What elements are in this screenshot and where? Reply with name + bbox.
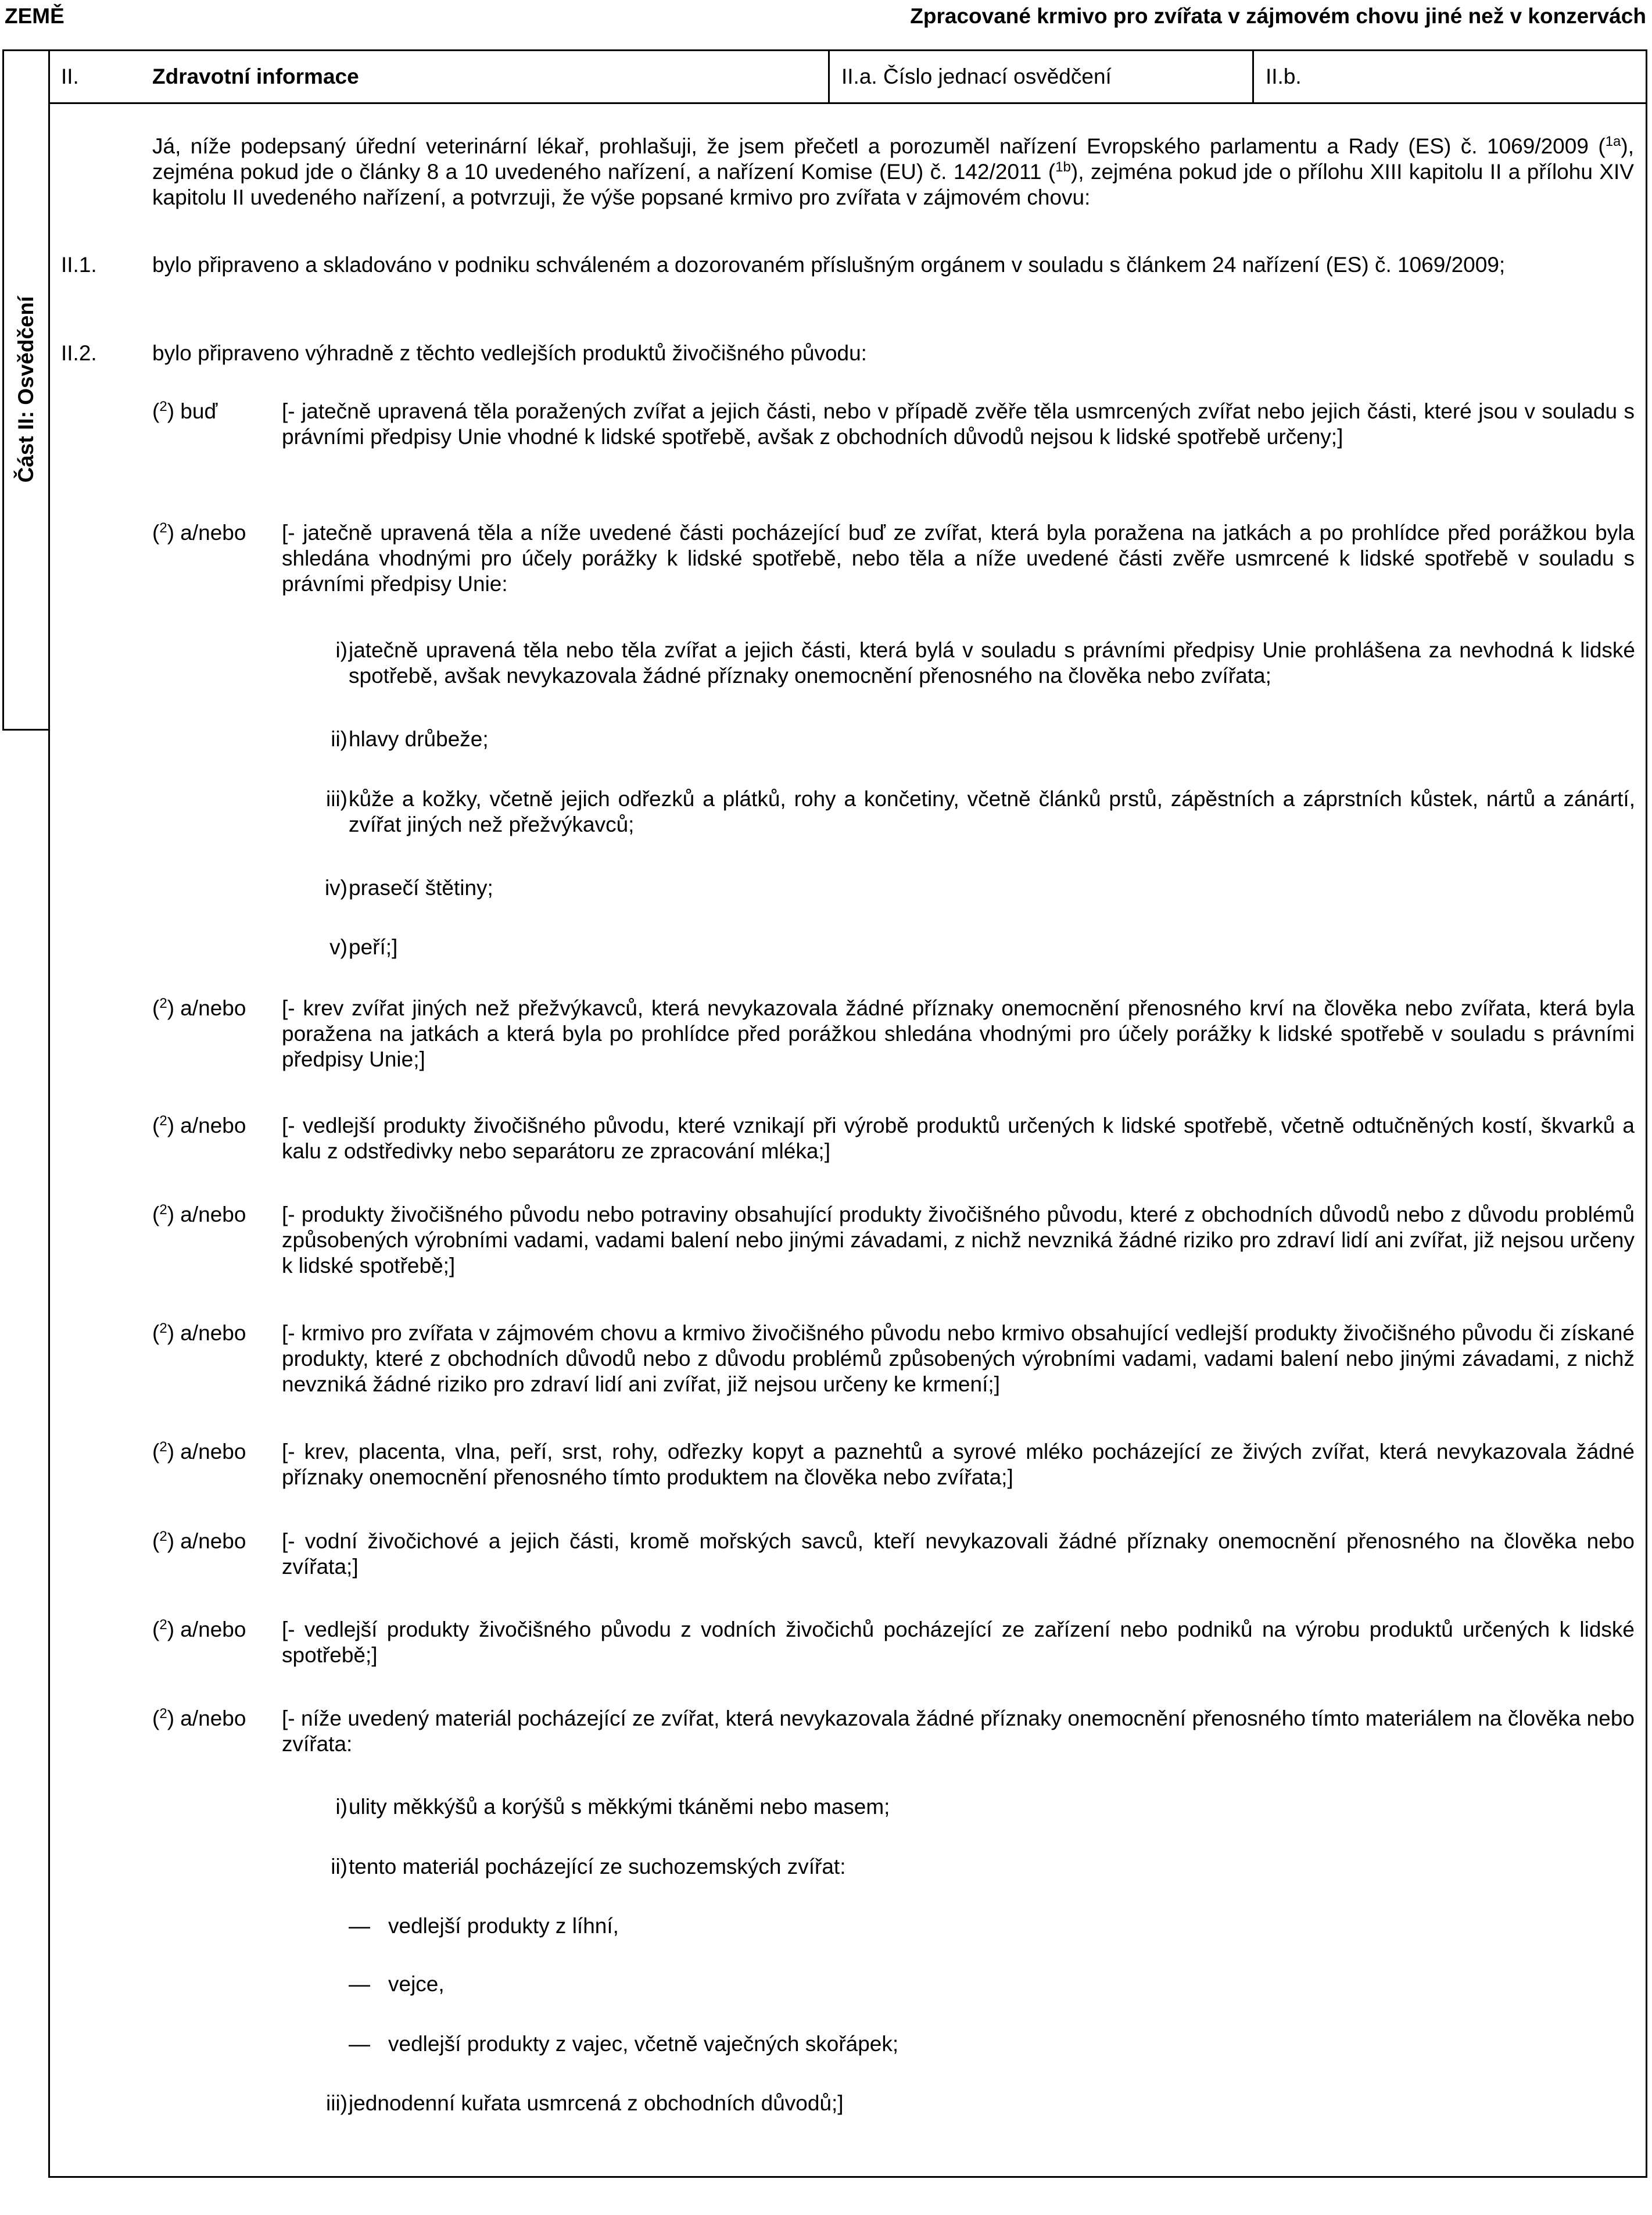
clause-text: bylo připraveno a skladováno v podniku schváleném a dozorovaném příslušným orgánem v souladu s článkem 24 nařízení (ES) č. 1069/2009;: [152, 253, 1506, 277]
option-label: ($^2$) buď: [152, 399, 218, 423]
clause-number: II.2.: [61, 341, 97, 365]
iic-label: II.b.: [1266, 65, 1302, 88]
option-label: ($^2$) a/nebo: [152, 520, 246, 545]
dash-item-text: vejce,: [388, 1972, 445, 1996]
dash-mark: —: [349, 2032, 370, 2056]
dash-mark: —: [349, 1972, 370, 1996]
sub-item-number: ii): [331, 1855, 347, 1878]
dash-item-text: vedlejší produkty z vajec, včetně vaječných skořápek;: [388, 2032, 899, 2056]
option-label: ($^2$) a/nebo: [152, 1113, 246, 1137]
section-title: Zdravotní informace: [152, 65, 359, 88]
side-label: Část II: Osvědčení: [14, 296, 38, 483]
dash-item-text: vedlejší produkty z líhní,: [388, 1914, 619, 1938]
option-text: [- krev, placenta, vlna, peří, srst, rohy, odřezky kopyt a paznehtů a syrové mléko pocházející ze živých zvířat, která nevykazovala žádné příznaky onemocnění přenosného tímto produktem na člověka nebo zvířata;]: [282, 1440, 1635, 1489]
country-header: ZEMĚ: [5, 4, 64, 28]
header-divider-1: [828, 49, 830, 102]
sub-item-text: prasečí štětiny;: [349, 876, 493, 900]
sub-item-number: i): [335, 638, 347, 662]
sub-item-text: hlavy drůbeže;: [349, 727, 489, 751]
sub-item-text: ulity měkkýšů a korýšů s měkkými tkáněmi nebo masem;: [349, 1795, 890, 1819]
reference-number-label: II.a. Číslo jednací osvědčení: [841, 65, 1112, 88]
option-label: ($^2$) a/nebo: [152, 1706, 246, 1730]
option-text: [- jatečně upravená těla a níže uvedené části pocházející buď ze zvířat, která byla poražena na jatkách a po prohlídce před porážkou byla shledána vhodnými pro účely porážky k lidské spotřebě, nebo těla a níže uvedené části zvěře usmrcené k lidské spotřebě v souladu s právními předpisy Unie:: [282, 521, 1635, 596]
sub-item-number: iii): [326, 2091, 347, 2115]
option-label: ($^2$) a/nebo: [152, 1439, 246, 1463]
option-label: ($^2$) a/nebo: [152, 1202, 246, 1226]
option-text: [- krev zvířat jiných než přežvýkavců, která nevykazovala žádné příznaky onemocnění přenosného krví na člověka nebo zvířata, která byla poražena na jatkách a která byla po prohlídce před porážkou shledána vhodnými pro účely porážky k lidské spotřebě v souladu s právními předpisy Unie;]: [282, 996, 1635, 1071]
sub-item-number: iv): [324, 876, 347, 900]
option-text: [- vedlejší produkty živočišného původu z vodních živočichů pocházející ze zařízení nebo podniků na výrobu produktů určených k lidské spotřebě;]: [282, 1618, 1635, 1667]
sub-item-number: v): [329, 935, 347, 959]
option-label: ($^2$) a/nebo: [152, 1617, 246, 1641]
option-text: [- krmivo pro zvířata v zájmovém chovu a krmivo živočišného původu nebo krmivo obsahující vedlejší produkty živočišného původu či získané produkty, které z obchodních důvodů nebo z důvodu problémů způsobených výrobními vadami, vadami balení nebo jinými závadami, z nichž nevzniká žádné riziko pro zdraví lidí ani zvířat, již nejsou určeny ke krmení;]: [282, 1321, 1635, 1396]
dash-mark: —: [349, 1914, 370, 1938]
sub-item-text: jatečně upravená těla nebo těla zvířat a jejich části, která bylá v souladu s právními předpisy Unie prohlášena za nevhodná k lidské spotřebě, avšak nevykazovala žádné příznaky onemocnění přenosného na člověka nebo zvířata;: [349, 638, 1635, 688]
header-row-divider: [48, 102, 1647, 104]
sub-item-text: kůže a kožky, včetně jejich odřezků a plátků, rohy a končetiny, včetně článků prstů, zápěstních a záprstních kůstek, nártů a zánártí, zvířat jiných než přežvýkavců;: [349, 787, 1635, 836]
document-title: Zpracované krmivo pro zvířata v zájmovém chovu jiné než v konzervách: [910, 4, 1646, 28]
sub-item-number: iii): [326, 787, 347, 811]
clause-text: bylo připraveno výhradně z těchto vedlejších produktů živočišného původu:: [152, 341, 867, 365]
sub-item-text: jednodenní kuřata usmrcená z obchodních důvodů;]: [349, 2091, 844, 2115]
header-divider-2: [1252, 49, 1254, 102]
sub-item-text: tento materiál pocházející ze suchozemských zvířat:: [349, 1855, 846, 1878]
option-label: ($^2$) a/nebo: [152, 1321, 246, 1345]
option-text: [- jatečně upravená těla poražených zvířat a jejich části, nebo v případě zvěře těla usmrcených zvířat nebo jejich části, které jsou v souladu s právními předpisy Unie vhodné k lidské spotřebě, avšak z obchodních důvodů nejsou k lidské spotřebě určeny;]: [282, 399, 1635, 449]
section-number: II.: [61, 65, 79, 88]
option-text: [- produkty živočišného původu nebo potraviny obsahující produkty živočišného původu, které z obchodních důvodů nebo z důvodu problémů způsobených výrobními vadami, vadami balení nebo jinými závadami, z nichž nevzniká žádné riziko pro zdraví lidí ani zvířat, již nejsou určeny k lidské spotřebě;]: [282, 1203, 1635, 1278]
option-text: [- vodní živočichové a jejich části, kromě mořských savců, kteří nevykazovali žádné příznaky onemocnění přenosného na člověka nebo zvířata;]: [282, 1529, 1635, 1579]
clause-number: II.1.: [61, 253, 97, 277]
sub-item-number: i): [335, 1795, 347, 1819]
option-text: [- níže uvedený materiál pocházející ze zvířat, která nevykazovala žádné příznaky onemocnění přenosného tímto materiálem na člověka nebo zvířata:: [282, 1706, 1635, 1756]
option-text: [- vedlejší produkty živočišného původu, které vznikají při výrobě produktů určených k lidské spotřebě, včetně odtučněných kostí, škvarků a kalu z odstředivky nebo separátoru ze zpracování mléka;]: [282, 1114, 1635, 1163]
sub-item-text: peří;]: [349, 935, 398, 959]
option-label: ($^2$) a/nebo: [152, 1529, 246, 1553]
option-label: ($^2$) a/nebo: [152, 996, 246, 1020]
declaration-paragraph: Já, níže podepsaný úřední veterinární lékař, prohlašuji, že jsem přečetl a porozuměl nařízení Evropského parlamentu a Rady (ES) č. 1069/2009 ($^{1a}$), zejména pokud jde o články 8 a 10 uvedeného nařízení, a nařízení Komise (EU) č. 142/2011 ($^{1b}$), zejména pokud jde o přílohu XIII kapitolu II a přílohu XIV kapitolu II uvedeného nařízení, a potvrzuji, že výše popsané krmivo pro zvířata v zájmovém chovu:: [152, 134, 1634, 209]
sub-item-number: ii): [331, 727, 347, 751]
